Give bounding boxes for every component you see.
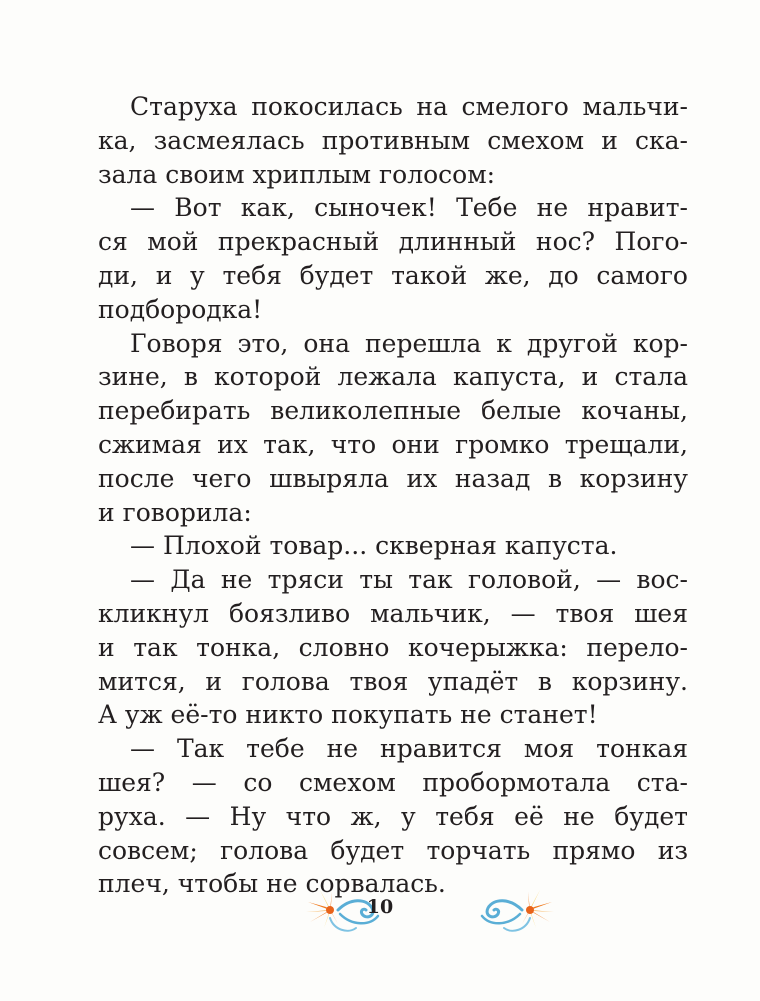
text-line: А уж её-то никто покупать не станет!	[98, 700, 598, 730]
text-line: руха. — Ну что ж, у тебя её не будет	[98, 801, 688, 831]
text-line: ся мой прекрасный длинный нос? Пого-	[98, 227, 688, 257]
text-line: плеч, чтобы не сорвалась.	[98, 869, 446, 899]
text-line: и так тонка, словно кочерыжка: перело-	[98, 632, 688, 662]
right-flourish-icon	[400, 884, 560, 940]
text-line: после чего швыряла их назад в корзину	[98, 463, 688, 493]
text-line: ди, и у тебя будет такой же, до самого	[98, 260, 688, 290]
text-line: — Да не тряси ты так головой, — вос-	[130, 565, 688, 595]
text-line: шея? — со смехом пробормотала ста-	[98, 767, 688, 797]
text-line: Говоря это, она перешла к другой кор-	[130, 328, 688, 358]
page-footer	[0, 884, 760, 944]
text-line: зала своим хриплым голосом:	[98, 159, 496, 189]
body-text	[98, 90, 688, 901]
text-line: перебирать великолепные белые кочаны,	[98, 396, 688, 426]
text-line: кликнул боязливо мальчик, — твоя шея	[98, 598, 688, 628]
text-line: подбородка!	[98, 294, 263, 324]
text-line: и говорила:	[98, 497, 252, 527]
text-line: — Вот как, сыночек! Тебе не нравит-	[130, 193, 688, 223]
text-line: — Плохой товар... скверная капуста.	[130, 531, 618, 561]
text-line: зине, в которой лежала капуста, и стала	[98, 362, 688, 392]
text-line: Старуха покосилась на смелого мальчи-	[130, 92, 688, 121]
text-line: ка, засмеялась противным смехом и ска-	[98, 125, 688, 155]
page-number: 10	[366, 896, 394, 918]
text-line: мится, и голова твоя упадёт в корзину.	[98, 666, 688, 696]
text-line: совсем; голова будет торчать прямо из	[98, 835, 688, 865]
text-line: — Так тебе не нравится моя тонкая	[130, 734, 688, 764]
text-line: сжимая их так, что они громко трещали,	[98, 429, 688, 459]
